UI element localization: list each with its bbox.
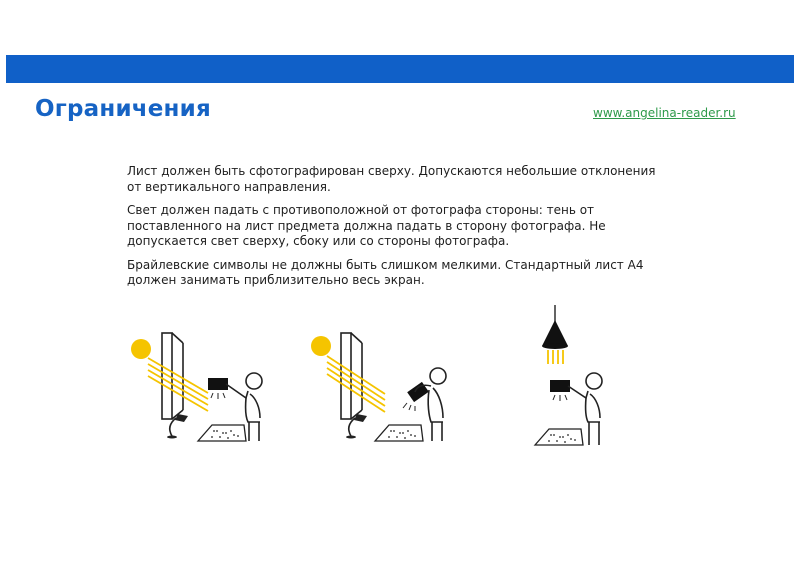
light-rays [327, 356, 385, 412]
braille-sheet [375, 425, 423, 441]
light-rays [548, 350, 563, 364]
braille-sheet [198, 425, 246, 441]
camera-icon [403, 382, 429, 411]
sun-icon [131, 339, 151, 359]
illustration-sun-level-camera [128, 298, 318, 458]
illustration-sun-tilted-camera-drawing [305, 298, 495, 458]
camera-icon [208, 378, 228, 399]
illustration-sun-tilted-camera [305, 298, 495, 458]
lamp-on-table-icon [167, 414, 188, 439]
camera-icon [550, 380, 570, 401]
illustration-overhead-lamp [478, 298, 668, 458]
website-link[interactable]: www.angelina-reader.ru [593, 106, 736, 120]
page-title: Ограничения [35, 96, 211, 122]
braille-sheet [535, 429, 583, 445]
header-accent-bar [6, 55, 794, 83]
paragraph-top-view: Лист должен быть сфотографирован сверху. Допускаются небольшие отклонения от вертикального направления. [127, 164, 656, 194]
lamp-on-table-icon [346, 414, 367, 439]
paragraph-symbol-size: Брайлевские символы не должны быть слишком мелкими. Стандартный лист А4 должен занимать приблизительно весь экран. [127, 257, 644, 287]
instructions-text [127, 164, 667, 297]
sun-icon [311, 336, 331, 356]
photographer-figure [415, 368, 446, 441]
paragraph-light-direction: Свет должен падать с противоположной от фотографа стороны: тень от поставленного на лист предмета должна падать в сторону фотографа. Не допускается свет сверху, сбоку или со стороны фотографа. [127, 203, 606, 248]
illustration-overhead-lamp-drawing [478, 298, 668, 458]
illustration-sun-level-camera-drawing [128, 298, 318, 458]
photographer-figure [568, 373, 602, 445]
ceiling-lamp-icon [542, 305, 568, 349]
light-rays [148, 358, 208, 411]
